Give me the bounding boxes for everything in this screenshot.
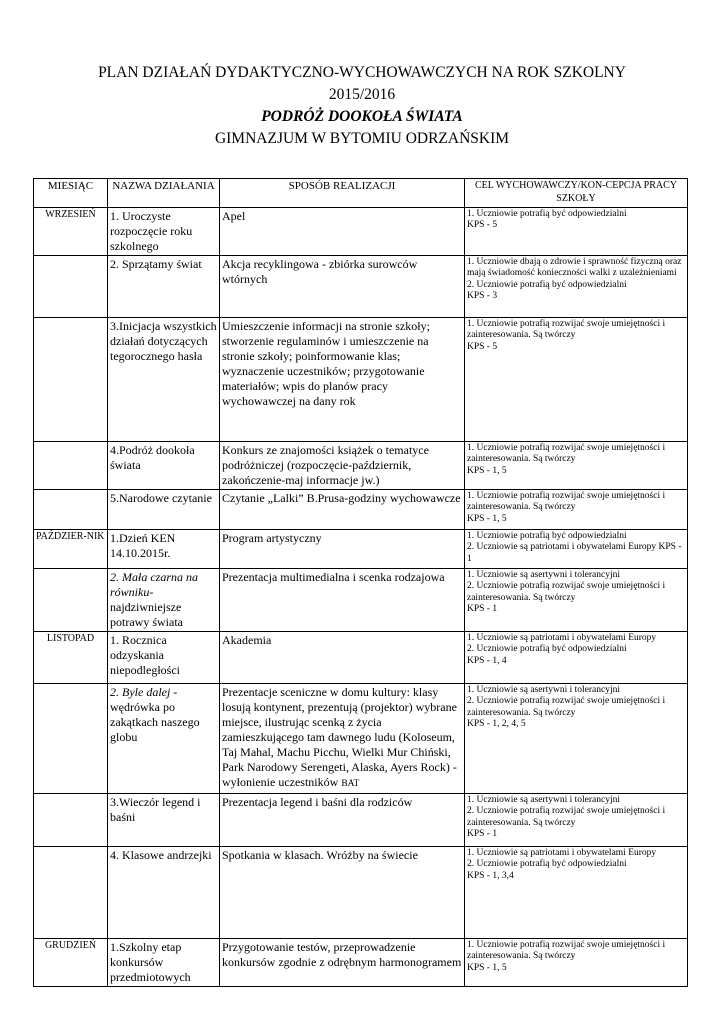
month-cell	[34, 794, 108, 847]
goal-line: 1. Uczniowie są asertywni i tolerancyjni	[467, 685, 621, 695]
method-cell	[220, 684, 465, 794]
method-cell: Akademia	[220, 632, 465, 684]
table-row	[34, 939, 688, 987]
goal-line: 1. Uczniowie są asertywni i tolerancyjni	[467, 570, 621, 580]
method-cell: Akcja recyklingowa - zbiórka surowców wtórnych	[220, 256, 465, 318]
table-row	[34, 569, 688, 632]
action-cell	[108, 569, 220, 632]
goal-line: 1. Uczniowie potrafią być odpowiedzialni	[467, 209, 627, 219]
table-row	[34, 442, 688, 490]
goal-line: KPS - 1, 4	[467, 655, 507, 666]
goal-line: KPS - 1	[467, 603, 498, 614]
goal-line: KPS - 3	[467, 290, 498, 301]
goal-cell	[465, 569, 688, 632]
method-text: Prezentacje sceniczne w domu kultury: klasy losują kontynent, prezentują (projektor) wybrane miejsce, ilustrując scenką z życia zamieszkującego tam dawnego ludu (Koloseum, Taj Mahal, Machu Picchu, Wielki Mur Chiński, Park Narodowy Serengeti, Alaska, Ayers Rock) - wyłonienie uczestników	[222, 685, 457, 789]
goal-cell	[465, 318, 688, 442]
action-cell: 1. Uroczyste rozpoczęcie roku szkolnego	[108, 208, 220, 256]
method-note: BAT	[341, 779, 360, 789]
goal-cell	[465, 208, 688, 256]
goal-line: 1. Uczniowie są patriotami i obywatelami Europy	[467, 633, 657, 643]
action-cell: 4.Podróż dookoła świata	[108, 442, 220, 490]
table-row	[34, 208, 688, 256]
goal-cell	[465, 442, 688, 490]
table-header-row	[34, 179, 688, 208]
action-title-italic: 2. Byle dalej -	[110, 685, 178, 699]
goal-line: KPS - 1, 5	[467, 513, 507, 524]
goal-line: KPS - 1, 2, 4, 5	[467, 718, 526, 729]
month-cell	[34, 847, 108, 939]
method-cell: Prezentacja multimedialna i scenka rodzajowa	[220, 569, 465, 632]
motto: PODRÓŻ DOOKOŁA ŚWIATA	[261, 108, 463, 125]
action-cell: 1.Szkolny etap konkursów przedmiotowych	[108, 939, 220, 987]
goal-line: 1. Uczniowie są asertywni i tolerancyjni	[467, 795, 621, 805]
plan-table	[33, 178, 688, 987]
document-title: PLAN DZIAŁAŃ DYDAKTYCZNO-WYCHOWAWCZYCH NA ROK SZKOLNY	[98, 64, 626, 81]
month-cell	[34, 442, 108, 490]
goal-cell	[465, 632, 688, 684]
goal-cell	[465, 794, 688, 847]
header-method: SPOSÓB REALIZACJI	[220, 179, 465, 208]
goal-cell	[465, 490, 688, 530]
goal-line: 2. Uczniowie potrafią rozwijać swoje umiejętności i zainteresowania. Są twórczy	[467, 696, 666, 718]
month-cell	[34, 490, 108, 530]
goal-cell	[465, 684, 688, 794]
goal-line: 1. Uczniowie potrafią być odpowiedzialni	[467, 531, 627, 541]
action-cell	[108, 684, 220, 794]
goal-line: 1. Uczniowie są patriotami i obywatelami Europy	[467, 848, 657, 858]
school-year: 2015/2016	[328, 86, 396, 103]
month-cell: PAŹDZIER-NIK	[34, 530, 108, 569]
action-cell: 2. Sprzątamy świat	[108, 256, 220, 318]
month-cell: WRZESIEŃ	[34, 208, 108, 256]
goal-line: 2. Uczniowie są patriotami i obywatelami Europy KPS - 1	[467, 542, 682, 564]
action-text: najdziwniejsze potrawy świata	[110, 600, 183, 629]
table-row	[34, 684, 688, 794]
action-cell: 3.Wieczór legend i baśni	[108, 794, 220, 847]
table-row	[34, 530, 688, 569]
action-cell: 4. Klasowe andrzejki	[108, 847, 220, 939]
header-goal: CEL WYCHOWAWCZY/KON-CEPCJA PRACY SZKOŁY	[465, 179, 688, 208]
goal-line: 1. Uczniowie potrafią rozwijać swoje umiejętności i zainteresowania. Są twórczy	[467, 443, 666, 465]
header-action: NAZWA DZIAŁANIA	[108, 179, 220, 208]
document-header	[0, 62, 724, 150]
goal-cell	[465, 530, 688, 569]
month-cell: LISTOPAD	[34, 632, 108, 684]
goal-line: 1. Uczniowie dbają o zdrowie i sprawność fizyczną oraz mają świadomość konieczności walki z uzależnieniami	[467, 257, 682, 279]
month-cell	[34, 256, 108, 318]
month-cell: GRUDZIEŃ	[34, 939, 108, 987]
goal-line: KPS - 1, 5	[467, 962, 507, 973]
method-cell: Prezentacja legend i baśni dla rodziców	[220, 794, 465, 847]
action-cell: 1.Dzień KEN 14.10.2015r.	[108, 530, 220, 569]
action-cell: 3.Inicjacja wszystkich działań dotyczących tegorocznego hasła	[108, 318, 220, 442]
action-cell: 1. Rocznica odzyskania niepodległości	[108, 632, 220, 684]
goal-line: 2. Uczniowie potrafią być odpowiedzialni	[467, 279, 627, 290]
method-cell: Apel	[220, 208, 465, 256]
table-row	[34, 318, 688, 442]
month-cell	[34, 569, 108, 632]
action-title-italic: 2. Mała czarna na równiku-	[110, 570, 198, 599]
table-row	[34, 490, 688, 530]
goal-line: 1. Uczniowie potrafią rozwijać swoje umiejętności i zainteresowania. Są twórczy	[467, 940, 666, 962]
goal-line: KPS - 5	[467, 341, 498, 352]
month-cell	[34, 684, 108, 794]
goal-line: KPS - 1	[467, 828, 498, 839]
month-cell	[34, 318, 108, 442]
action-cell: 5.Narodowe czytanie	[108, 490, 220, 530]
method-cell: Program artystyczny	[220, 530, 465, 569]
goal-line: 2. Uczniowie potrafią być odpowiedzialni	[467, 644, 627, 655]
goal-line: 2. Uczniowie potrafią być odpowiedzialni	[467, 859, 627, 870]
goal-line: KPS - 1, 3,4	[467, 870, 514, 881]
method-cell: Umieszczenie informacji na stronie szkoły; stworzenie regulaminów i umieszczenie na stronie szkoły; poinformowanie klas; wyznaczenie uczestników; przygotowanie materiałów; wpis do planów pracy wychowawczej na dany rok	[220, 318, 465, 442]
header-month: MIESIĄC	[34, 179, 108, 208]
table-row	[34, 794, 688, 847]
school-name: GIMNAZJUM W BYTOMIU ODRZAŃSKIM	[214, 130, 510, 147]
goal-line: 2. Uczniowie potrafią rozwijać swoje umiejętności i zainteresowania. Są twórczy	[467, 581, 666, 603]
goal-line: 1. Uczniowie potrafią rozwijać swoje umiejętności i zainteresowania. Są twórczy	[467, 491, 666, 513]
goal-line: 1. Uczniowie potrafią rozwijać swoje umiejętności i zainteresowania. Są twórczy	[467, 319, 666, 341]
method-cell: Czytanie „Lalki” B.Prusa-godziny wychowawcze	[220, 490, 465, 530]
goal-line: KPS - 1, 5	[467, 465, 507, 476]
goal-cell	[465, 939, 688, 987]
method-cell: Spotkania w klasach. Wróżby na świecie	[220, 847, 465, 939]
goal-cell	[465, 847, 688, 939]
method-cell: Konkurs ze znajomości książek o tematyce podróżniczej (rozpoczęcie-październik, zakończenie-maj informacje jw.)	[220, 442, 465, 490]
goal-line: 2. Uczniowie potrafią rozwijać swoje umiejętności i zainteresowania. Są twórczy	[467, 806, 666, 828]
goal-cell	[465, 256, 688, 318]
table-row	[34, 256, 688, 318]
goal-line: KPS - 5	[467, 220, 498, 231]
method-cell: Przygotowanie testów, przeprowadzenie konkursów zgodnie z odrębnym harmonogramem	[220, 939, 465, 987]
table-row	[34, 847, 688, 939]
table-row	[34, 632, 688, 684]
action-text: wędrówka po zakątkach naszego globu	[110, 700, 200, 744]
